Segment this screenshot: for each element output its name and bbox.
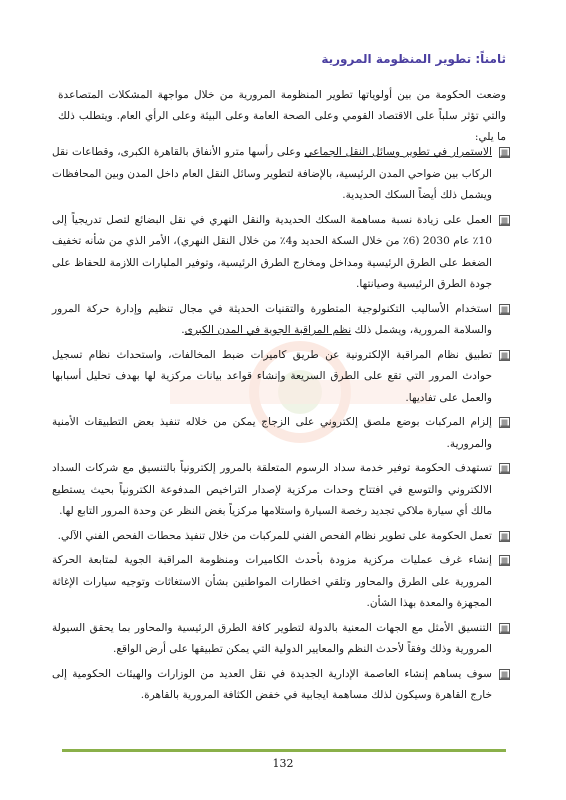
list-item-text-continued: . — [181, 324, 185, 336]
list-item-text: تطبيق نظام المراقبة الإلكترونية عن طريق كاميرات ضبط المخالفات، واستحداث نظام تسجيل حوادث المرور التي تقع على الطرق السريعة وإنشاء قواعد بيانات مركزية لها بهدف تحليل أسبابها والعمل على تفاديها. — [52, 348, 492, 404]
list-item — [52, 345, 510, 410]
list-item-text: العمل على زيادة نسبة مساهمة السكك الحديدية والنقل النهري في نقل البضائع لتصل تدريجياً إلى 10٪ عام 2030 (6٪ من خلال السكة الحديد و4٪ من خلال النقل النهري)، الأمر الذي من شأنه تخفيف الضغط على الطرق الرئيسية ومداخل ومخارج الطرق الرئيسية، وتوفير المليارات اللازمة للحفاظ على جودة الطرق الرئيسية وصيانتها. — [52, 213, 492, 290]
list-item — [52, 210, 510, 296]
checkbox-icon — [499, 350, 510, 361]
list-item — [52, 412, 510, 455]
list-item — [52, 664, 510, 707]
list-item-text: إلزام المركبات بوضع ملصق إلكتروني على الزجاج يمكن من خلاله تنفيذ بعض التطبيقات الأمنية والمرورية. — [52, 416, 492, 450]
list-item — [52, 299, 510, 342]
list-item — [52, 526, 510, 548]
list-item — [52, 142, 510, 207]
list-item — [52, 550, 510, 615]
checkbox-icon — [499, 215, 510, 226]
list-item — [52, 458, 510, 523]
checkbox-icon — [499, 417, 510, 428]
section-heading: ثامناً: تطوير المنظومة المرورية — [321, 52, 506, 66]
list-item — [52, 618, 510, 661]
checkbox-icon — [499, 623, 510, 634]
list-item-text: التنسيق الأمثل مع الجهات المعنية بالدولة لتطوير كافة الطرق الرئيسية والمحاور بما يحقق السيولة المرورية وذلك وفقاً لأحدث النظم والمعايير الدولية التي يمكن تطبيقها على أرض الواقع. — [52, 621, 492, 655]
intro-paragraph: وضعت الحكومة من بين أولوياتها تطوير المنظومة المرورية من خلال مواجهة المشكلات المتصاعدة والتي تؤثر سلباً على الاقتصاد القومي وعلى الصحة العامة وعلى البيئة وعلى الرأي العام. ويتطلب ذلك ما يلي: — [58, 88, 506, 143]
checkbox-icon — [499, 147, 510, 158]
checkbox-icon — [499, 304, 510, 315]
list-item-underlined-text: الاستمرار في تطوير وسائل النقل الجماعي — [304, 146, 492, 158]
checkbox-icon — [499, 555, 510, 566]
checkbox-icon — [499, 531, 510, 542]
checkbox-icon — [499, 669, 510, 680]
list-item-text-continued: وعلى رأسها مترو الأنفاق بالقاهرة الكبرى، وقطاعات نقل الركاب بين ضواحي المدن الرئيسية، بالإضافة لتطوير وسائل النقل العام داخل المدن وبين المحافظات ويشمل ذلك أيضاً السكك الحديدية. — [52, 146, 492, 201]
page-number: 132 — [272, 757, 294, 770]
list-item-text: سوف يساهم إنشاء العاصمة الإدارية الجديدة في نقل العديد من الوزارات والهيئات الحكومية إلى خارج القاهرة وسيكون لذلك مساهمة ايجابية في خفض الكثافة المرورية بالقاهرة. — [52, 667, 492, 701]
list-item-text: إنشاء غرف عمليات مركزية مزودة بأحدث الكاميرات ومنظومة المراقبة الجوية لمتابعة الحركة المرورية على الطرق والمحاور وتلقي اخطارات المواطنين بشأن الاستغاثات وتوجيه سيارات الإغاثة المجهزة والمعدة بهذا الشأن. — [52, 554, 492, 609]
list-item-text: استخدام الأساليب التكنولوجية المتطورة والتقنيات الحديثة في مجال تنظيم وإدارة حركة المرور والسلامة المرورية، ويشمل ذلك — [52, 302, 492, 336]
checkbox-icon — [499, 463, 510, 474]
list-item-text: تعمل الحكومة على تطوير نظام الفحص الفني للمركبات من خلال تنفيذ محطات الفحص الفني الآلي. — [57, 529, 492, 542]
bullet-list — [52, 142, 510, 710]
list-item-text: تستهدف الحكومة توفير خدمة سداد الرسوم المتعلقة بالمرور إلكترونياً بالتنسيق مع شركات السداد الالكتروني والتوسع في افتتاح وحدات مركزية لإصدار التراخيص المدفوعة الكترونياً بحيث يستطيع مالك أي سيارة ملاكي تجديد رخصة السيارة واستلامها مركزياً بغض النظر عن وحدة المرور التابع لها. — [52, 462, 492, 517]
footer-rule — [62, 749, 506, 752]
list-item-underlined-text: نظم المراقبة الجوية في المدن الكبرى — [184, 324, 352, 336]
